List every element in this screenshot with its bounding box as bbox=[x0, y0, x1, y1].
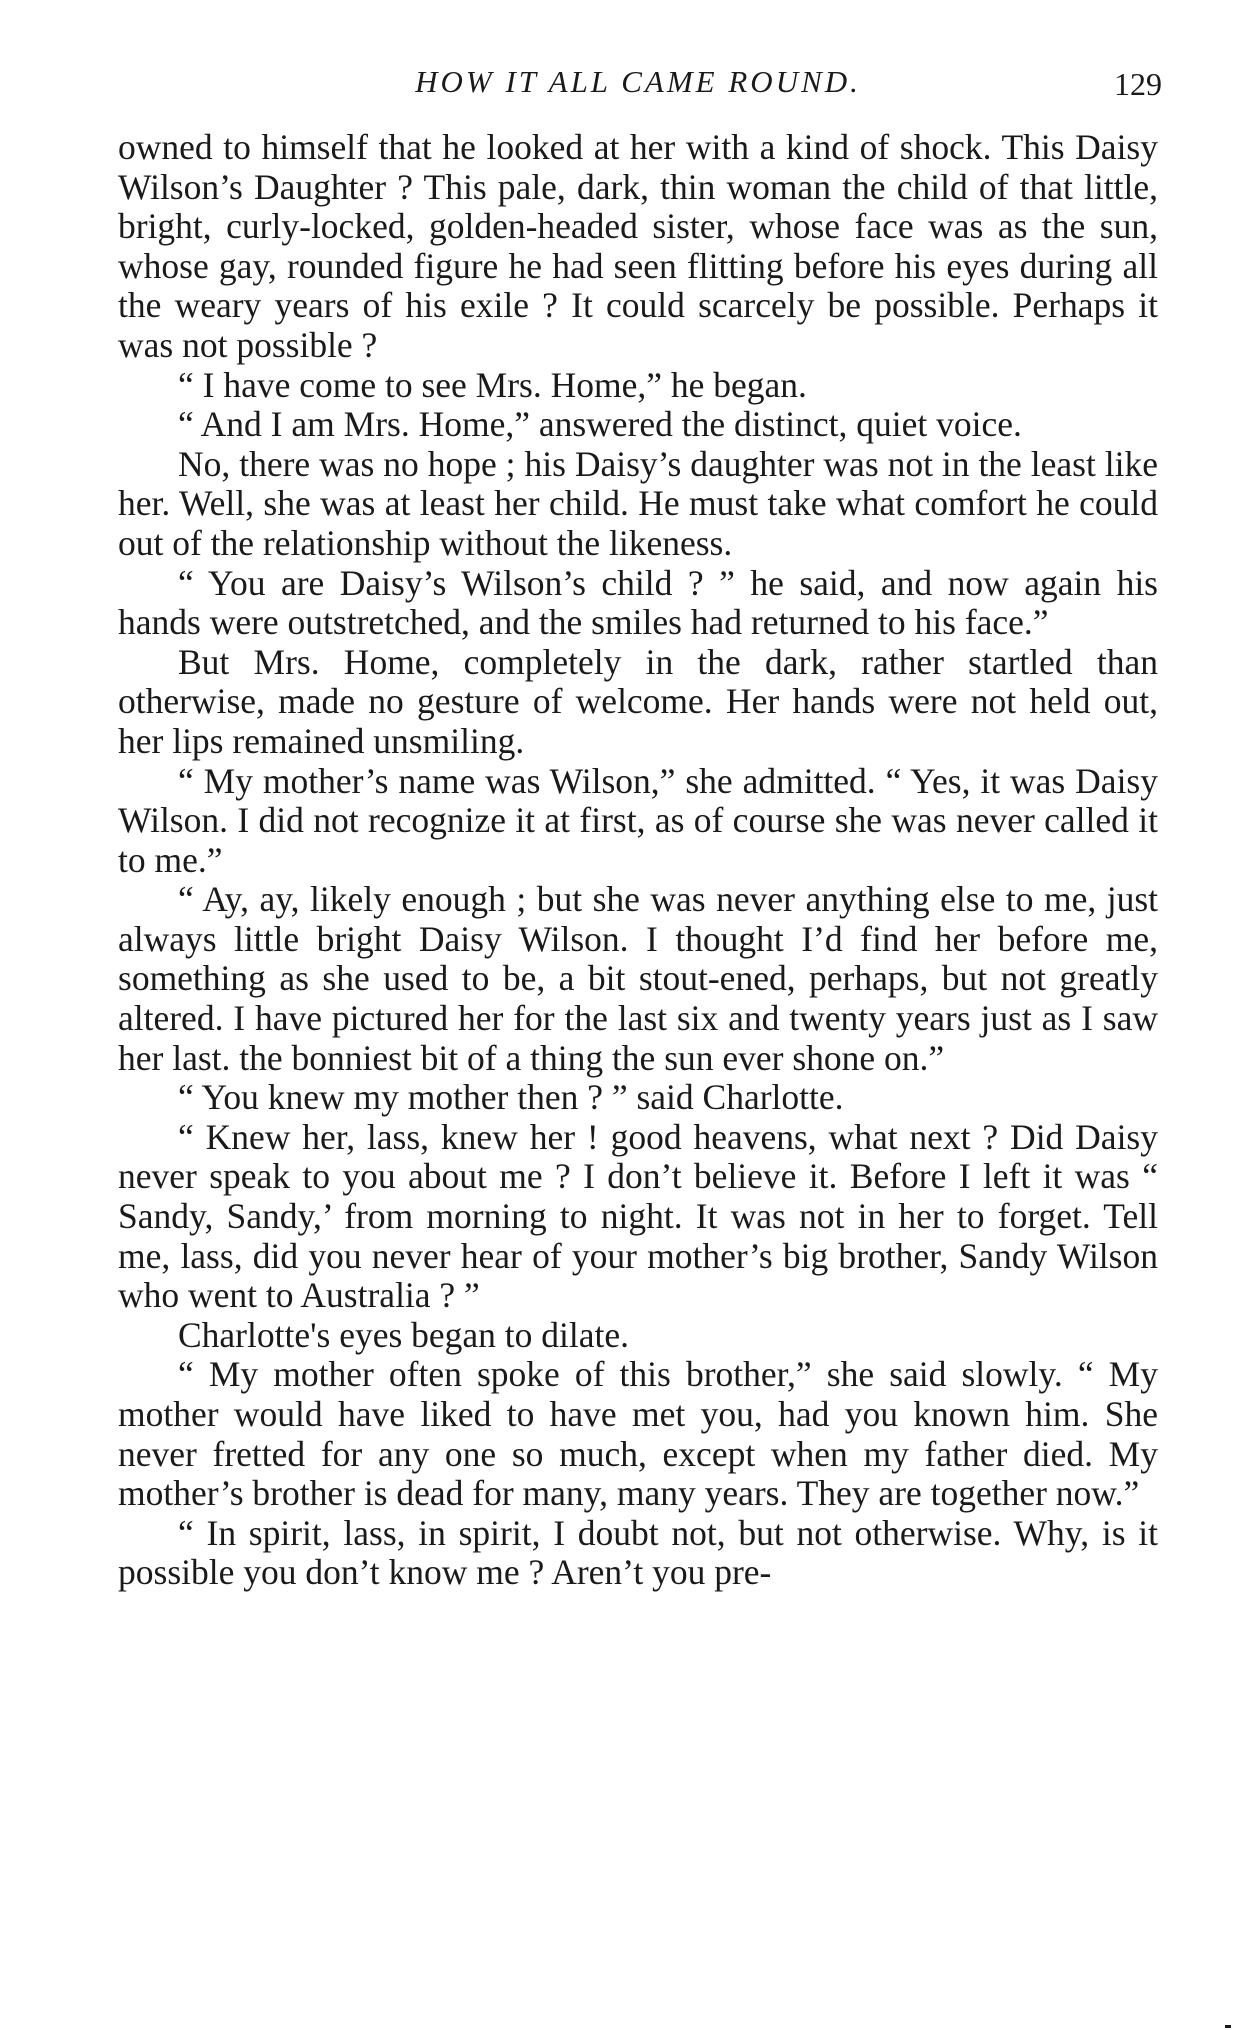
paragraph: “ Ay, ay, likely enough ; but she was never anything else to me, just always little bright Daisy Wilson. I thought I’d find her before me, something as she used to be, a bit stout-ened, perhaps, but not greatly altered. I have pictured her for the last six and twenty years just as I saw her last. the bonniest bit of a thing the sun ever shone on.” bbox=[118, 879, 1158, 1078]
paragraph: “ You are Daisy’s Wilson’s child ? ” he said, and now again his hands were outstretched, and the smiles had returned to his face.” bbox=[118, 562, 1158, 643]
paragraph: “ I have come to see Mrs. Home,” he began. bbox=[178, 364, 807, 405]
print-mark bbox=[1225, 2025, 1231, 2028]
paragraph: “ In spirit, lass, in spirit, I doubt not, but not otherwise. Why, is it possible you don’t know me ? Aren’t you pre- bbox=[118, 1512, 1158, 1593]
page-header bbox=[118, 58, 1162, 128]
paragraph: “ Knew her, lass, knew her ! good heavens, what next ? Did Daisy never speak to you about me ? I don’t believe it. Before I left it was “ Sandy, Sandy,’ from morning to night. It was not in her to forget. Tell me, lass, did you never hear of your mother’s big brother, Sandy Wilson who went to Australia ? ” bbox=[118, 1116, 1158, 1316]
paragraph: No, there was no hope ; his Daisy’s daughter was not in the least like her. Well, she was at least her child. He must take what comfort he could out of the relationship without the likeness. bbox=[118, 443, 1158, 563]
paragraph: “ And I am Mrs. Home,” answered the distinct, quiet voice. bbox=[178, 404, 1022, 445]
paragraph: owned to himself that he looked at her with a kind of shock. This Daisy Wilson’s Daughter ? This pale, dark, thin woman the child of that little, bright, curly-locked, golden-headed sister, whose face was as the sun, whose gay, rounded figure he had seen flitting before his eyes during all the weary years of his exile ? It could scarcely be possible. Perhaps it was not possible ? bbox=[118, 127, 1158, 365]
paragraph: Charlotte's eyes began to dilate. bbox=[178, 1314, 629, 1355]
book-page bbox=[118, 58, 1162, 1593]
paragraph: “ My mother’s name was Wilson,” she admitted. “ Yes, it was Daisy Wilson. I did not recognize it at first, as of course she was never called it to me.” bbox=[118, 760, 1158, 880]
page-number: 129 bbox=[1114, 66, 1162, 102]
running-title: HOW IT ALL CAME ROUND. bbox=[415, 64, 861, 99]
paragraph: “ My mother often spoke of this brother,” she said slowly. “ My mother would have liked to have met you, had you known him. She never fretted for any one so much, except when my father died. My mother’s brother is dead for many, many years. They are together now.” bbox=[118, 1354, 1158, 1514]
paragraph: “ You knew my mother then ? ” said Charlotte. bbox=[178, 1077, 844, 1118]
body-text bbox=[118, 128, 1158, 1593]
paragraph: But Mrs. Home, completely in the dark, rather startled than otherwise, made no gesture of welcome. Her hands were not held out, her lips remained unsmiling. bbox=[118, 641, 1158, 761]
